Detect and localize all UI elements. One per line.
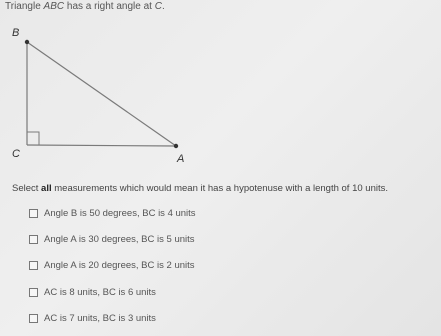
triangle-name: ABC <box>43 1 65 12</box>
point-b <box>25 40 29 44</box>
side-ab <box>27 42 176 146</box>
checkbox[interactable] <box>29 235 38 244</box>
prompt-end: . <box>161 1 165 12</box>
prompt-text-after: has a right angle at <box>64 1 155 12</box>
choice-label: Angle B is 50 degrees, BC is 4 units <box>44 208 196 219</box>
vertex-label-a: A <box>177 153 185 165</box>
right-angle-marker <box>27 132 39 145</box>
checkbox[interactable] <box>29 314 38 323</box>
prompt-text-before: Triangle <box>5 1 44 12</box>
checkbox[interactable] <box>29 288 38 297</box>
checkbox[interactable] <box>29 261 38 270</box>
right-angle-vertex: C <box>154 1 162 12</box>
choice-4[interactable] <box>29 287 156 298</box>
choice-label: AC is 8 units, BC is 6 units <box>44 287 156 298</box>
point-a <box>174 144 178 148</box>
choice-label: AC is 7 units, BC is 3 units <box>44 313 156 324</box>
choice-label: Angle A is 30 degrees, BC is 5 units <box>44 234 195 245</box>
vertex-label-b: B <box>12 27 20 39</box>
choice-label: Angle A is 20 degrees, BC is 2 units <box>44 260 195 271</box>
question-after: measurements which would mean it has a hypotenuse with a length of 10 units. <box>51 183 388 194</box>
checkbox[interactable] <box>29 209 38 218</box>
choice-3[interactable] <box>29 260 195 271</box>
side-ca <box>27 145 176 146</box>
question-before: Select <box>12 183 42 194</box>
question-emphasis: all <box>41 183 52 194</box>
choice-1[interactable] <box>29 208 196 219</box>
choice-5[interactable] <box>29 313 156 324</box>
vertex-label-c: C <box>12 148 20 160</box>
question-text <box>12 183 388 194</box>
choice-2[interactable] <box>29 234 195 245</box>
